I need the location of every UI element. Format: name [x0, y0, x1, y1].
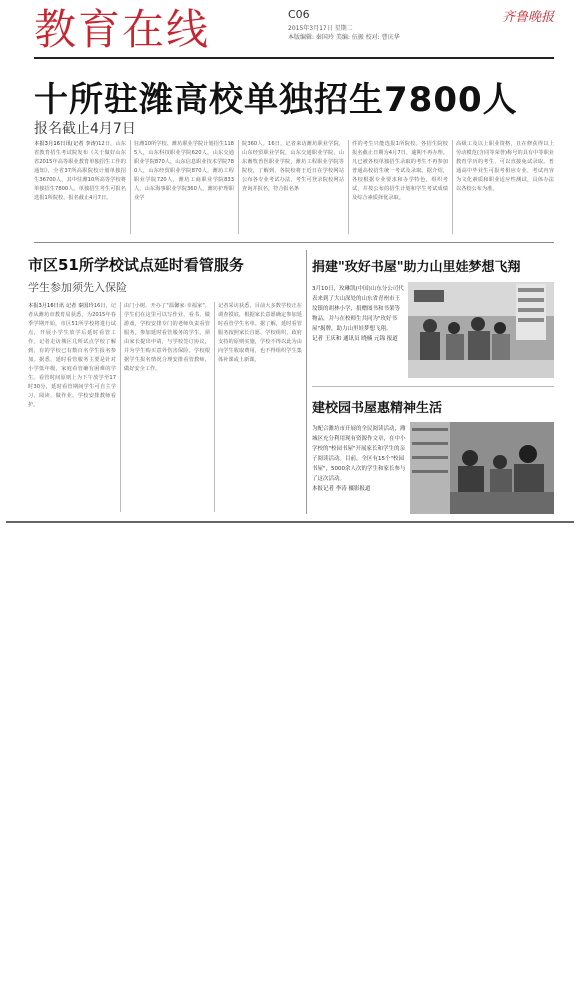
- story-two-subtitle: 学生参加须先入保险: [28, 281, 127, 294]
- story-three-caption: 3月10日，玫琳凯(中国)山东分公司代表来到了大山深处的山东省青州市王坟镇的胡林小学，捐赠图书和书架等物品，并与在校师生共同为"玫好书屋"揭牌，助力山里娃梦想飞翔。 记者 王庆和 通讯员 晓楠 元锦 报道: [312, 286, 404, 342]
- page-number: C06: [288, 8, 310, 21]
- story-two-title: 市区51所学校试点延时看管服务: [28, 256, 244, 274]
- section-divider: [34, 242, 554, 243]
- column-divider: [452, 140, 453, 234]
- lead-subhead: 报名截止4月7日: [34, 121, 136, 137]
- column-divider: [120, 302, 121, 512]
- lead-column-2: 驻潍10所学校、潍坊职业学院计划招生1185人，山东科技职业学院620人，山东交通职业学院870人，山东信息职业技术学院780人，山东经贸职业学院870人，潍坊工程职业学院720人，潍坊工商职业学院833人，山东海事职业学院360人，潍坊护理职业学: [134, 141, 234, 201]
- column-divider: [130, 140, 131, 234]
- newspaper-logo: 齐鲁晚报: [501, 10, 554, 25]
- story-two-byline: 本报3月16日讯 记者 秦国玲: [28, 303, 94, 309]
- section-title: 教育在线: [34, 5, 211, 54]
- masthead: [34, 4, 554, 56]
- story-four-title: 建校园书屋惠精神生活: [312, 401, 443, 416]
- story-three-title: 捐建"玫好书屋"助力山里娃梦想飞翔: [312, 260, 521, 275]
- lead-headline: 十所驻潍高校单独招生7800人: [34, 80, 518, 120]
- story-two-column-1: 本报3月16日讯 记者 秦国玲16日，记者从潍坊市教育局获悉，为2015年春季学期开始，市区51所学校将进行试点，开展小学生放学后延时看管工作。记者走访城区几所试点学校了解到，有的学校已有数百名学生报名参加。据悉，延时看管服务主要是针对小学低年级，家庭看管确有困难的学生。看管时间原则上为下午放学至17时30分，延时看管期间学生可自主学习、阅读、做作业，学校安排教师看护。: [28, 303, 116, 408]
- column-divider: [214, 302, 215, 512]
- lead-column-4: 件的考生只能选报1所院校。各招生院校报名截止日期为4月7日，逾期不再办理。凡已被各校单独招生录取的考生不再参加普通高校招生统一考试及录取。据介绍，各校根据专业要求和办学特色，组织考试，并按公布的招生计划和学生考试成绩及综合素质择优录取。: [352, 141, 448, 201]
- column-divider: [348, 140, 349, 234]
- lead-column-3: 院360人。16日，记者来访潍坊职业学院，山东经贸职业学院，山东交通职业学院，山东畜牧兽医职业学院，潍坊工程职业学院等院校，了解到，各院校将于近日在学校网站公布各专业考试办法，考生可登录院校网站查询并报名，符合报名条: [242, 141, 344, 192]
- issue-date: 2015年3月17日 星期二: [288, 25, 353, 32]
- page-bottom-rule: [6, 521, 574, 523]
- masthead-rule: [34, 57, 554, 59]
- bookroom-donation-photo: [408, 282, 554, 378]
- lead-column-5: 高级工及以上职业资格，且在修获得以上劳动模范(含同等荣誉)称号的具有中等职业教育学历的考生，可以直接免试录取。普通高中毕业生可报考相应专业，考试内容为文化素质和职业适应性测试，具体办法以各校公布为准。: [456, 141, 554, 192]
- lead-column-1: 本报3月16日讯(记者 李涛)12日，山东省教育招生考试院发布《关于做好山东省2015年高等职业教育单独招生工作的通知》，全省37所高职院校计划单独招生36700人，其中驻潍10所高等学校将单独招生7800人。单独招生考生可报名选报1所院校，报名截止4月7日。: [34, 141, 126, 201]
- lead-byline: 本报3月16日讯(记者 李涛): [34, 141, 99, 147]
- photo-image: [408, 282, 554, 378]
- story-two-column-2: 由门小树，开办了"温馨家·幸福家"。学生们在这里可以写作业、看书、做游戏，学校安排专门的老师负责看管服务。参加延时看管服务的学生，须由家长提出申请，与学校签订协议，并为学生购买意外伤害保险。学校根据学生报名情况合理安排看管教师，做好安全工作。: [124, 303, 210, 372]
- story-divider: [312, 386, 554, 387]
- photo-image: [410, 422, 554, 514]
- issue-info: [288, 24, 400, 42]
- story-four-caption: 为配合潍坊市开展的全民阅读活动，潍城区充分利用现有资源作文章，在中小学校的"校园书屋"开展家长和学生的亲子阅读活动。目前，全区有15个"校园书屋"，5000余人次的学生和家长参与了这次活动。 本报记者 李涛 摄影报道: [312, 426, 406, 492]
- reading-room-photo: [410, 422, 554, 514]
- story-two-column-3: 记者采访获悉，目前大多数学校正在调查摸底，根据家长意愿确定参加延时看管学生名单。据了解，延时看管服务按照家长自愿、学校组织、政府支持的原则实施，学校不得以此为由向学生收取费用，也不得组织学生集体补课或上新课。: [218, 303, 302, 363]
- vertical-divider: [306, 250, 307, 514]
- column-divider: [238, 140, 239, 234]
- editor-credits: 本版编辑: 秦国玲 美编: 伍振 校对: 曹庆华: [288, 34, 400, 41]
